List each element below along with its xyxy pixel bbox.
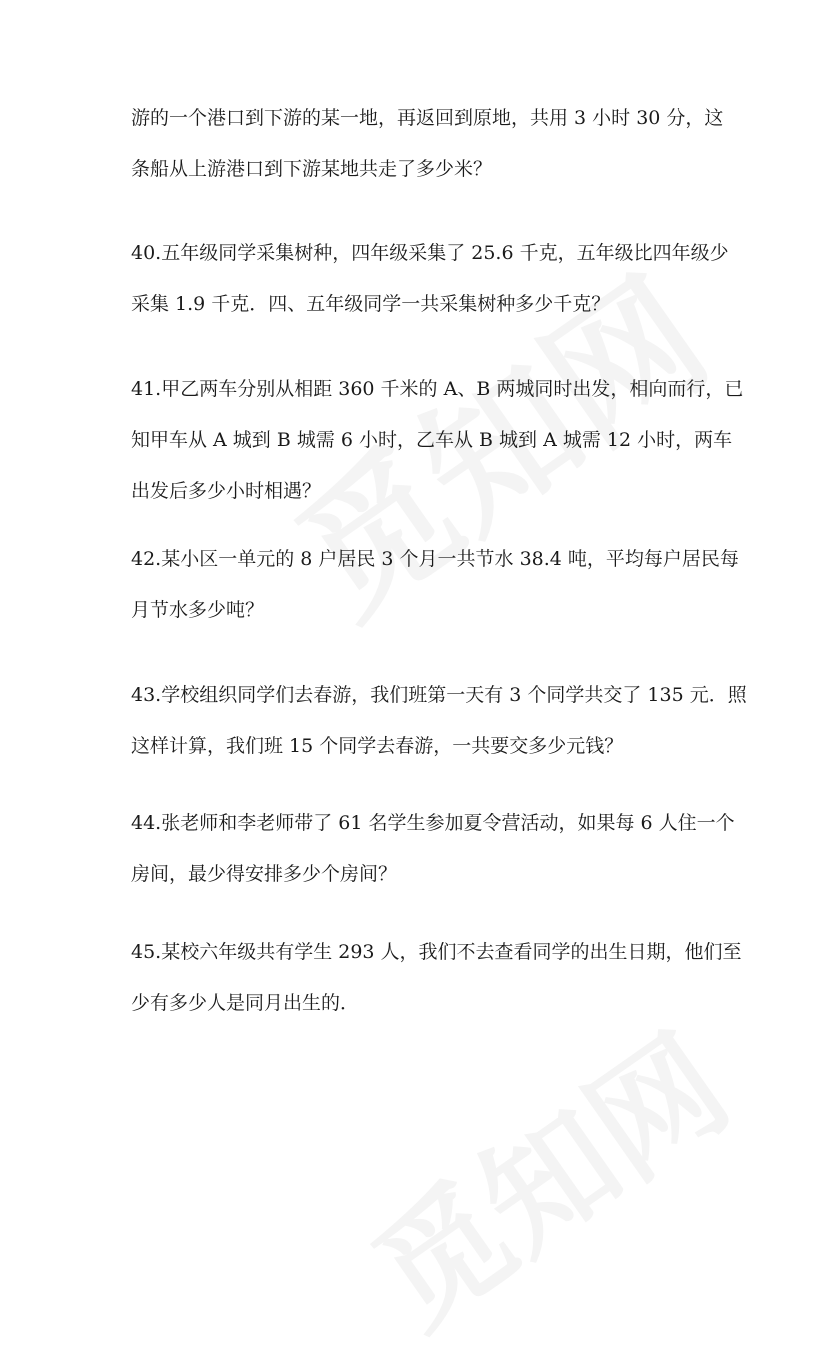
- problem-44: [131, 812, 735, 885]
- watermark-text-bottom: [348, 1008, 755, 1356]
- problem-line: 条船从上游港口到下游某地共走了多少米？: [131, 158, 493, 180]
- problem-43: [131, 684, 747, 757]
- problem-line: 45.某校六年级共有学生 293 人，我们不去查看同学的出生日期，他们至: [131, 941, 742, 963]
- problem-line: 40.五年级同学采集树种，四年级采集了 25.6 千克，五年级比四年级少: [131, 242, 729, 264]
- problem-line: 42.某小区一单元的 8 户居民 3 个月一共节水 38.4 吨，平均每户居民每: [131, 548, 739, 570]
- problem-line: 房间，最少得安排多少个房间？: [131, 863, 398, 885]
- problem-line: 采集 1.9 千克．四、五年级同学一共采集树种多少千克？: [131, 293, 611, 315]
- problem-line: 43.学校组织同学们去春游，我们班第一天有 3 个同学共交了 135 元．照: [131, 684, 747, 706]
- problem-line: 41.甲乙两车分别从相距 360 千米的 A、B 两城同时出发，相向而行，已: [131, 378, 744, 400]
- problem-line: 这样计算，我们班 15 个同学去春游，一共要交多少元钱？: [131, 735, 624, 757]
- problem-42: [131, 548, 739, 621]
- problem-line: 少有多少人是同月出生的．: [131, 992, 360, 1014]
- problem-line: 游的一个港口到下游的某一地，再返回到原地，共用 3 小时 30 分，这: [131, 107, 724, 129]
- problem-line: 出发后多少小时相遇？: [131, 480, 322, 502]
- problem-39-continued: [131, 107, 724, 180]
- problem-line: 44.张老师和李老师带了 61 名学生参加夏令营活动，如果每 6 人住一个: [131, 812, 735, 834]
- problem-line: 月节水多少吨？: [131, 599, 265, 621]
- problem-40: [131, 242, 729, 315]
- problem-line: 知甲车从 A 城到 B 城需 6 小时，乙车从 B 城到 A 城需 12 小时，两车: [131, 429, 733, 451]
- problem-41: [131, 378, 744, 502]
- problem-45: [131, 941, 742, 1014]
